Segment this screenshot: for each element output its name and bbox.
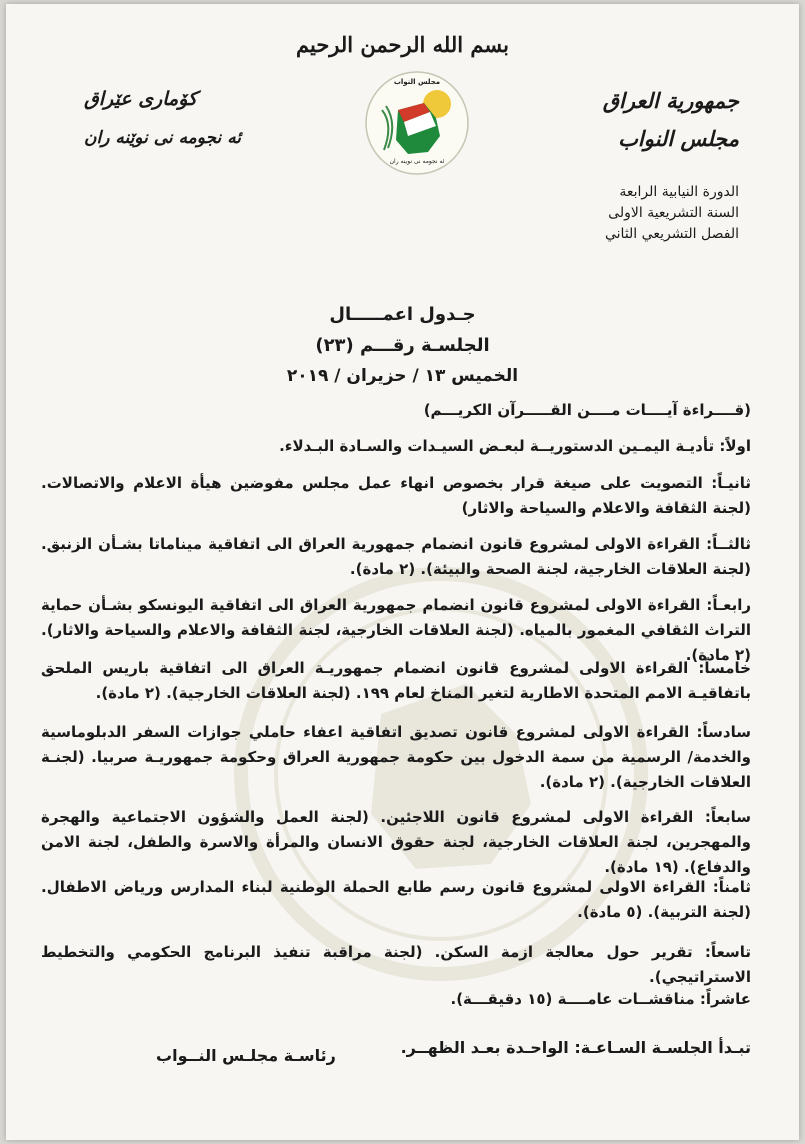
agenda-item-5: خامساً: القراءة الاولى لمشروع قانون انضمام جمهوريـة العراق الى اتفاقية باريس الملحق باتفاقيـة الامم المتحدة الاطارية لتغير المناخ لعام ١٩٩. (لجنة العلاقات الخارجية). (٢ مادة). xyxy=(41,659,751,702)
quran-reading: (قــــراءة آيــــات مــــن القـــــرآن الكريـــم) xyxy=(423,401,751,419)
agenda-item-7: سابعاً: القراءة الاولى لمشروع قانون اللاجئين. (لجنة العمل والشؤون الاجتماعية والهجرة والمهجرين، لجنة العلاقات الخارجية، لجنة حقوق الانسان والمرأة والاسرة والطفل، لجنة الامن والدفاع). (١٩ مادة). xyxy=(41,808,751,876)
session-year: السنة التشريعية الاولى xyxy=(608,205,739,221)
bismillah-heading: بسم الله الرحمن الرحيم xyxy=(296,32,509,57)
agenda-item-8: ثامناً: القراءة الاولى لمشروع قانون رسم طابع الحملة الوطنية لبناء المدارس ورياض الاطفال. (لجنة التربية). (٥ مادة). xyxy=(41,878,751,921)
logo-top-text: مجلس النواب xyxy=(393,78,441,86)
agenda-item-2: ثانيـاً: التصويت على صيغة قرار بخصوص انهاء عمل مجلس مفوضين هيأة الاعلام والاتصالات. (لجنة الثقافة والاعلام والسياحة والاثار) xyxy=(41,474,751,517)
session-number: الجلسـة رقـــم (٢٣) xyxy=(315,335,490,356)
session-term: الدورة النيابية الرابعة xyxy=(619,184,739,200)
session-chapter: الفصل التشريعي الثاني xyxy=(604,226,739,242)
agenda-item-3: ثالثــاً: القراءة الاولى لمشروع قانون انضمام جمهورية العراق الى اتفاقية ميناماتا بشـأن الزنبق. (لجنة العلاقات الخارجية، لجنة الصحة والبيئة). (٢ مادة). xyxy=(41,535,751,578)
agenda-item-1: اولاً: تأديـة اليمـين الدستوريــة لبعـض السيـدات والسـادة البـدلاء. xyxy=(279,437,751,455)
agenda-item-4: رابعـاً: القراءة الاولى لمشروع قانون انضمام جمهورية العراق الى اتفاقية اليونسكو بشـأن حماية التراث الثقافي المغمور بالمياه. (لجنة العلاقات الخارجية، لجنة الثقافة والاعلام والسياحة والاثار). (٢ مادة). xyxy=(41,596,751,664)
agenda-title: جـدول اعمـــــال xyxy=(329,304,476,325)
header-council-arabic: مجلس النواب xyxy=(618,126,739,151)
session-date: الخميس ١٣ / حزيران / ٢٠١٩ xyxy=(286,366,519,386)
agenda-item-10: عاشراً: مناقشــات عامــــة (١٥ دقيقـــة). xyxy=(450,990,751,1008)
agenda-item-9: تاسعاً: تقرير حول معالجة ازمة السكن. (لجنة مراقبة تنفيذ البرنامج الحكومي والتخطيط الاستراتيجي). xyxy=(41,943,751,986)
header-council-kurdish: ئه نجومه نی نوێنه ران xyxy=(84,128,242,148)
agenda-item-6: سادساً: القراءة الاولى لمشروع قانون تصديق اتفاقية اعفاء حاملي جوازات السفر الدبلوماسية والخدمة/ الرسمية من سمة الدخول بين حكومة جمهورية العراق وحكومة جمهوريـة صربيا. (لجنـة العلاقات الخارجية). (٢ مادة). xyxy=(41,723,751,791)
signature-presidency: رئاسـة مجلـس النــواب xyxy=(156,1046,336,1065)
session-start-time: تبـدأ الجلسـة السـاعـة: الواحـدة بعـد الظهــر. xyxy=(400,1038,751,1057)
header-country-kurdish: كۆماری عێراق xyxy=(84,88,198,110)
logo-bottom-text: ئه نجومه نی نوینه ران xyxy=(389,158,445,165)
parliament-logo xyxy=(364,70,470,176)
header-country-arabic: جمهورية العراق xyxy=(602,88,739,113)
document-page xyxy=(6,4,799,1140)
